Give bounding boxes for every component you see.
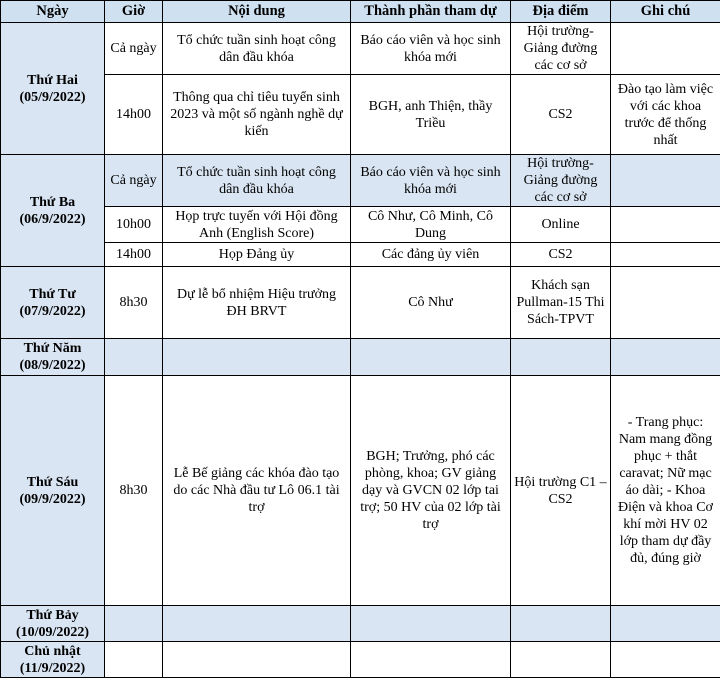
content-cell: Họp Đảng ủy (163, 243, 351, 267)
day-name: Thứ Tư (29, 286, 76, 302)
day-name: Thứ Năm (23, 341, 82, 356)
table-row (1, 243, 720, 267)
attendees-cell: Cô Như, Cô Minh, Cô Dung (351, 207, 511, 243)
day-date: (06/9/2022) (19, 211, 86, 227)
content-cell: Thông qua chỉ tiêu tuyển sinh 2023 và một số ngành nghề dự kiến (163, 75, 351, 155)
header-row (1, 1, 720, 23)
attendees-cell (351, 606, 511, 642)
day-cell-friday (1, 376, 105, 606)
time-cell (105, 606, 163, 642)
time-cell: Cả ngày (105, 155, 163, 207)
header-location: Địa điểm (511, 1, 611, 23)
attendees-cell (351, 642, 511, 678)
table-row (1, 606, 720, 642)
location-cell: Hội trường C1 – CS2 (511, 376, 611, 606)
day-cell-sunday (1, 642, 105, 678)
day-name: Thứ Ba (29, 194, 76, 210)
day-cell-thursday (1, 339, 105, 376)
note-cell (611, 155, 720, 207)
note-cell (611, 642, 720, 678)
attendees-cell: Cô Như (351, 267, 511, 339)
day-name: Chủ nhật (24, 643, 81, 659)
attendees-cell (351, 339, 511, 376)
table-row (1, 339, 720, 376)
note-cell: Đào tạo làm việc với các khoa trước để thống nhất (611, 75, 720, 155)
day-name: Thứ Hai (27, 72, 78, 88)
location-cell: Khách sạn Pullman-15 Thi Sách-TPVT (511, 267, 611, 339)
note-cell (611, 606, 720, 642)
attendees-cell: Báo cáo viên và học sinh khóa mới (351, 155, 511, 207)
table-row (1, 23, 720, 75)
note-cell (611, 23, 720, 75)
day-date: (07/9/2022) (19, 303, 86, 319)
note-cell: - Trang phục: Nam mang đồng phục + thắt caravat; Nữ mạc áo dài; - Khoa Điện và khoa Cơ khí mời HV 02 lớp tham dự đầy đủ, đúng giờ (611, 376, 720, 606)
time-cell: Cả ngày (105, 23, 163, 75)
location-cell: Hội trường-Giảng đường các cơ sở (511, 155, 611, 207)
note-cell (611, 243, 720, 267)
table-row (1, 207, 720, 243)
table-row (1, 75, 720, 155)
day-name: Thứ Bảy (26, 607, 79, 623)
day-date: (05/9/2022) (19, 89, 86, 105)
table-row (1, 642, 720, 678)
note-cell (611, 207, 720, 243)
attendees-cell: Báo cáo viên và học sinh khóa mới (351, 23, 511, 75)
location-cell: Online (511, 207, 611, 243)
time-cell (105, 339, 163, 376)
header-day: Ngày (1, 1, 105, 23)
header-time: Giờ (105, 1, 163, 23)
day-cell-tuesday (1, 155, 105, 267)
header-content: Nội dung (163, 1, 351, 23)
content-cell: Tổ chức tuần sinh hoạt công dân đầu khóa (163, 23, 351, 75)
table-row (1, 376, 720, 606)
content-cell: Dự lễ bổ nhiệm Hiệu trưởng ĐH BRVT (163, 267, 351, 339)
location-cell (511, 339, 611, 376)
attendees-cell: BGH; Trưởng, phó các phòng, khoa; GV giảng dạy và GVCN 02 lớp tai trợ; 50 HV của 02 lớp tài trợ (351, 376, 511, 606)
time-cell: 14h00 (105, 75, 163, 155)
content-cell: Tổ chức tuần sinh hoạt công dân đầu khóa (163, 155, 351, 207)
attendees-cell: Các đảng ủy viên (351, 243, 511, 267)
location-cell (511, 606, 611, 642)
header-note: Ghi chú (611, 1, 720, 23)
note-cell (611, 339, 720, 376)
day-name: Thứ Sáu (26, 474, 79, 490)
content-cell (163, 339, 351, 376)
location-cell (511, 642, 611, 678)
time-cell: 8h30 (105, 376, 163, 606)
day-cell-monday (1, 23, 105, 155)
time-cell: 14h00 (105, 243, 163, 267)
day-date: (08/9/2022) (19, 358, 86, 373)
table-row (1, 155, 720, 207)
content-cell (163, 642, 351, 678)
day-date: (09/9/2022) (19, 491, 86, 507)
location-cell: CS2 (511, 243, 611, 267)
day-date: (10/09/2022) (15, 624, 90, 640)
attendees-cell: BGH, anh Thiện, thầy Triều (351, 75, 511, 155)
day-cell-wednesday (1, 267, 105, 339)
content-cell (163, 606, 351, 642)
time-cell: 10h00 (105, 207, 163, 243)
content-cell: Lễ Bế giảng các khóa đào tạo do các Nhà đầu tư Lô 06.1 tài trợ (163, 376, 351, 606)
header-attendees: Thành phần tham dự (351, 1, 511, 23)
day-cell-saturday (1, 606, 105, 642)
time-cell: 8h30 (105, 267, 163, 339)
location-cell: CS2 (511, 75, 611, 155)
note-cell (611, 267, 720, 339)
table-row (1, 267, 720, 339)
day-date: (11/9/2022) (19, 660, 86, 676)
location-cell: Hội trường-Giảng đường các cơ sở (511, 23, 611, 75)
content-cell: Họp trực tuyến với Hội đồng Anh (English Score) (163, 207, 351, 243)
time-cell (105, 642, 163, 678)
